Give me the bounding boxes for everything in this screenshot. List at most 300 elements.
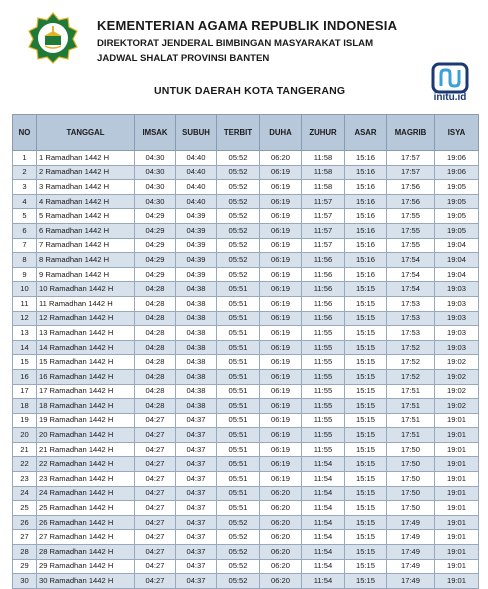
cell-duha: 06:19: [260, 413, 302, 428]
col-header-no: NO: [13, 115, 37, 151]
cell-tanggal: 1 Ramadhan 1442 H: [37, 151, 135, 166]
table-row: [13, 209, 479, 224]
cell-duha: 06:19: [260, 267, 302, 282]
cell-no: 13: [13, 326, 37, 341]
cell-magrib: 17:49: [387, 530, 435, 545]
cell-tanggal: 23 Ramadhan 1442 H: [37, 472, 135, 487]
cell-terbit: 05:51: [217, 311, 260, 326]
col-header-zuhur: ZUHUR: [302, 115, 345, 151]
cell-duha: 06:19: [260, 296, 302, 311]
cell-imsak: 04:27: [135, 413, 176, 428]
cell-tanggal: 21 Ramadhan 1442 H: [37, 442, 135, 457]
cell-subuh: 04:37: [176, 501, 217, 516]
table-row: [13, 223, 479, 238]
cell-asar: 15:15: [345, 530, 387, 545]
cell-no: 14: [13, 340, 37, 355]
col-header-terbit: TERBIT: [217, 115, 260, 151]
cell-asar: 15:16: [345, 165, 387, 180]
cell-subuh: 04:39: [176, 253, 217, 268]
cell-no: 21: [13, 442, 37, 457]
cell-duha: 06:20: [260, 574, 302, 589]
cell-zuhur: 11:55: [302, 384, 345, 399]
cell-subuh: 04:38: [176, 311, 217, 326]
cell-tanggal: 27 Ramadhan 1442 H: [37, 530, 135, 545]
cell-isya: 19:01: [435, 413, 479, 428]
cell-isya: 19:05: [435, 223, 479, 238]
cell-asar: 15:15: [345, 574, 387, 589]
cell-no: 10: [13, 282, 37, 297]
cell-isya: 19:04: [435, 253, 479, 268]
table-row: [13, 369, 479, 384]
cell-tanggal: 18 Ramadhan 1442 H: [37, 399, 135, 414]
cell-terbit: 05:52: [217, 530, 260, 545]
cell-tanggal: 24 Ramadhan 1442 H: [37, 486, 135, 501]
cell-tanggal: 29 Ramadhan 1442 H: [37, 559, 135, 574]
cell-subuh: 04:38: [176, 399, 217, 414]
cell-imsak: 04:27: [135, 559, 176, 574]
cell-subuh: 04:38: [176, 355, 217, 370]
cell-asar: 15:15: [345, 515, 387, 530]
cell-duha: 06:20: [260, 545, 302, 560]
cell-imsak: 04:27: [135, 442, 176, 457]
cell-imsak: 04:28: [135, 296, 176, 311]
cell-magrib: 17:54: [387, 253, 435, 268]
cell-zuhur: 11:55: [302, 442, 345, 457]
cell-zuhur: 11:57: [302, 223, 345, 238]
table-row: [13, 530, 479, 545]
cell-asar: 15:15: [345, 296, 387, 311]
col-header-imsak: IMSAK: [135, 115, 176, 151]
table-row: [13, 545, 479, 560]
cell-tanggal: 20 Ramadhan 1442 H: [37, 428, 135, 443]
cell-duha: 06:19: [260, 355, 302, 370]
cell-magrib: 17:52: [387, 340, 435, 355]
cell-duha: 06:19: [260, 340, 302, 355]
cell-no: 3: [13, 180, 37, 195]
cell-isya: 19:03: [435, 282, 479, 297]
table-row: [13, 296, 479, 311]
schedule-title: JADWAL SHALAT PROVINSI BANTEN: [97, 53, 270, 64]
cell-no: 27: [13, 530, 37, 545]
cell-tanggal: 30 Ramadhan 1442 H: [37, 574, 135, 589]
cell-subuh: 04:40: [176, 180, 217, 195]
cell-imsak: 04:28: [135, 340, 176, 355]
cell-no: 2: [13, 165, 37, 180]
cell-terbit: 05:52: [217, 267, 260, 282]
cell-terbit: 05:52: [217, 180, 260, 195]
cell-imsak: 04:27: [135, 457, 176, 472]
cell-asar: 15:15: [345, 282, 387, 297]
cell-imsak: 04:28: [135, 311, 176, 326]
cell-imsak: 04:27: [135, 574, 176, 589]
cell-no: 15: [13, 355, 37, 370]
cell-terbit: 05:52: [217, 559, 260, 574]
cell-subuh: 04:37: [176, 457, 217, 472]
cell-asar: 15:15: [345, 369, 387, 384]
cell-imsak: 04:27: [135, 472, 176, 487]
cell-terbit: 05:52: [217, 574, 260, 589]
cell-isya: 19:01: [435, 442, 479, 457]
cell-subuh: 04:37: [176, 545, 217, 560]
table-row: [13, 282, 479, 297]
cell-no: 30: [13, 574, 37, 589]
col-header-tanggal: TANGGAL: [37, 115, 135, 151]
cell-tanggal: 26 Ramadhan 1442 H: [37, 515, 135, 530]
cell-terbit: 05:51: [217, 472, 260, 487]
cell-no: 6: [13, 223, 37, 238]
cell-no: 16: [13, 369, 37, 384]
table-row: [13, 486, 479, 501]
cell-tanggal: 11 Ramadhan 1442 H: [37, 296, 135, 311]
cell-no: 12: [13, 311, 37, 326]
cell-isya: 19:06: [435, 165, 479, 180]
document-header: [0, 0, 488, 110]
cell-magrib: 17:50: [387, 472, 435, 487]
cell-isya: 19:02: [435, 384, 479, 399]
cell-tanggal: 8 Ramadhan 1442 H: [37, 253, 135, 268]
col-header-isya: ISYA: [435, 115, 479, 151]
cell-asar: 15:16: [345, 267, 387, 282]
cell-isya: 19:01: [435, 574, 479, 589]
cell-no: 8: [13, 253, 37, 268]
cell-imsak: 04:28: [135, 355, 176, 370]
cell-duha: 06:20: [260, 501, 302, 516]
cell-duha: 06:19: [260, 369, 302, 384]
cell-tanggal: 19 Ramadhan 1442 H: [37, 413, 135, 428]
cell-zuhur: 11:58: [302, 165, 345, 180]
cell-duha: 06:20: [260, 151, 302, 166]
cell-zuhur: 11:55: [302, 340, 345, 355]
cell-duha: 06:19: [260, 311, 302, 326]
col-header-duha: DUHA: [260, 115, 302, 151]
prayer-schedule-table: [12, 114, 479, 589]
cell-tanggal: 10 Ramadhan 1442 H: [37, 282, 135, 297]
cell-isya: 19:05: [435, 209, 479, 224]
cell-asar: 15:15: [345, 486, 387, 501]
cell-terbit: 05:51: [217, 296, 260, 311]
cell-zuhur: 11:55: [302, 355, 345, 370]
table-row: [13, 559, 479, 574]
table-row: [13, 515, 479, 530]
table-row: [13, 355, 479, 370]
cell-isya: 19:01: [435, 530, 479, 545]
cell-terbit: 05:52: [217, 165, 260, 180]
cell-duha: 06:20: [260, 559, 302, 574]
cell-asar: 15:15: [345, 545, 387, 560]
cell-duha: 06:19: [260, 457, 302, 472]
cell-isya: 19:05: [435, 194, 479, 209]
ministry-title: KEMENTERIAN AGAMA REPUBLIK INDONESIA: [97, 18, 398, 33]
cell-subuh: 04:37: [176, 574, 217, 589]
cell-magrib: 17:50: [387, 486, 435, 501]
table-row: [13, 399, 479, 414]
cell-tanggal: 22 Ramadhan 1442 H: [37, 457, 135, 472]
cell-zuhur: 11:54: [302, 559, 345, 574]
cell-magrib: 17:57: [387, 151, 435, 166]
cell-isya: 19:04: [435, 238, 479, 253]
cell-duha: 06:19: [260, 180, 302, 195]
cell-asar: 15:15: [345, 311, 387, 326]
cell-asar: 15:15: [345, 326, 387, 341]
cell-no: 18: [13, 399, 37, 414]
cell-imsak: 04:28: [135, 282, 176, 297]
cell-duha: 06:20: [260, 515, 302, 530]
cell-tanggal: 4 Ramadhan 1442 H: [37, 194, 135, 209]
cell-zuhur: 11:56: [302, 311, 345, 326]
cell-asar: 15:15: [345, 457, 387, 472]
cell-tanggal: 14 Ramadhan 1442 H: [37, 340, 135, 355]
cell-magrib: 17:51: [387, 399, 435, 414]
cell-subuh: 04:38: [176, 282, 217, 297]
cell-magrib: 17:52: [387, 369, 435, 384]
cell-terbit: 05:51: [217, 413, 260, 428]
cell-imsak: 04:27: [135, 501, 176, 516]
col-header-subuh: SUBUH: [176, 115, 217, 151]
cell-terbit: 05:52: [217, 545, 260, 560]
cell-zuhur: 11:56: [302, 253, 345, 268]
cell-no: 24: [13, 486, 37, 501]
table-row: [13, 428, 479, 443]
cell-imsak: 04:29: [135, 253, 176, 268]
cell-duha: 06:19: [260, 223, 302, 238]
cell-tanggal: 6 Ramadhan 1442 H: [37, 223, 135, 238]
cell-terbit: 05:52: [217, 194, 260, 209]
cell-magrib: 17:50: [387, 457, 435, 472]
cell-zuhur: 11:57: [302, 209, 345, 224]
cell-imsak: 04:30: [135, 194, 176, 209]
cell-isya: 19:06: [435, 151, 479, 166]
cell-subuh: 04:40: [176, 165, 217, 180]
table-row: [13, 457, 479, 472]
cell-asar: 15:16: [345, 209, 387, 224]
cell-tanggal: 25 Ramadhan 1442 H: [37, 501, 135, 516]
table-row: [13, 384, 479, 399]
cell-asar: 15:16: [345, 238, 387, 253]
cell-subuh: 04:37: [176, 559, 217, 574]
cell-isya: 19:01: [435, 472, 479, 487]
cell-terbit: 05:52: [217, 515, 260, 530]
cell-subuh: 04:39: [176, 209, 217, 224]
cell-imsak: 04:30: [135, 165, 176, 180]
cell-imsak: 04:27: [135, 428, 176, 443]
cell-duha: 06:19: [260, 194, 302, 209]
table-header-row: [13, 115, 479, 151]
cell-asar: 15:15: [345, 501, 387, 516]
table-body: [13, 151, 479, 589]
cell-duha: 06:19: [260, 442, 302, 457]
cell-asar: 15:16: [345, 151, 387, 166]
cell-imsak: 04:28: [135, 384, 176, 399]
cell-subuh: 04:40: [176, 151, 217, 166]
cell-zuhur: 11:55: [302, 413, 345, 428]
cell-isya: 19:03: [435, 296, 479, 311]
cell-asar: 15:15: [345, 340, 387, 355]
cell-duha: 06:19: [260, 238, 302, 253]
cell-subuh: 04:37: [176, 530, 217, 545]
cell-subuh: 04:38: [176, 369, 217, 384]
cell-duha: 06:20: [260, 486, 302, 501]
cell-zuhur: 11:58: [302, 151, 345, 166]
cell-zuhur: 11:54: [302, 574, 345, 589]
cell-asar: 15:15: [345, 413, 387, 428]
cell-magrib: 17:52: [387, 355, 435, 370]
cell-imsak: 04:27: [135, 486, 176, 501]
cell-isya: 19:03: [435, 326, 479, 341]
cell-subuh: 04:38: [176, 340, 217, 355]
cell-imsak: 04:27: [135, 530, 176, 545]
cell-magrib: 17:54: [387, 282, 435, 297]
cell-zuhur: 11:54: [302, 501, 345, 516]
cell-duha: 06:20: [260, 530, 302, 545]
table-row: [13, 253, 479, 268]
cell-isya: 19:04: [435, 267, 479, 282]
cell-zuhur: 11:57: [302, 194, 345, 209]
cell-isya: 19:01: [435, 559, 479, 574]
table-row: [13, 311, 479, 326]
cell-asar: 15:15: [345, 442, 387, 457]
cell-imsak: 04:28: [135, 399, 176, 414]
cell-magrib: 17:50: [387, 442, 435, 457]
cell-no: 22: [13, 457, 37, 472]
cell-terbit: 05:51: [217, 384, 260, 399]
col-header-magrib: MAGRIB: [387, 115, 435, 151]
cell-terbit: 05:51: [217, 501, 260, 516]
cell-imsak: 04:29: [135, 209, 176, 224]
cell-asar: 15:16: [345, 194, 387, 209]
cell-tanggal: 16 Ramadhan 1442 H: [37, 369, 135, 384]
cell-duha: 06:19: [260, 326, 302, 341]
cell-subuh: 04:37: [176, 472, 217, 487]
cell-asar: 15:16: [345, 223, 387, 238]
cell-isya: 19:01: [435, 428, 479, 443]
cell-magrib: 17:55: [387, 209, 435, 224]
cell-imsak: 04:27: [135, 545, 176, 560]
cell-duha: 06:19: [260, 165, 302, 180]
cell-zuhur: 11:55: [302, 399, 345, 414]
cell-no: 1: [13, 151, 37, 166]
cell-terbit: 05:51: [217, 282, 260, 297]
table-row: [13, 165, 479, 180]
table-row: [13, 574, 479, 589]
cell-magrib: 17:57: [387, 165, 435, 180]
cell-terbit: 05:52: [217, 253, 260, 268]
cell-terbit: 05:52: [217, 238, 260, 253]
cell-isya: 19:01: [435, 501, 479, 516]
cell-isya: 19:01: [435, 545, 479, 560]
cell-zuhur: 11:54: [302, 457, 345, 472]
cell-no: 7: [13, 238, 37, 253]
cell-terbit: 05:52: [217, 223, 260, 238]
cell-magrib: 17:51: [387, 413, 435, 428]
cell-zuhur: 11:55: [302, 326, 345, 341]
cell-magrib: 17:56: [387, 180, 435, 195]
table-row: [13, 151, 479, 166]
cell-tanggal: 17 Ramadhan 1442 H: [37, 384, 135, 399]
cell-terbit: 05:51: [217, 326, 260, 341]
cell-zuhur: 11:56: [302, 296, 345, 311]
cell-isya: 19:01: [435, 457, 479, 472]
cell-magrib: 17:55: [387, 223, 435, 238]
cell-terbit: 05:51: [217, 399, 260, 414]
cell-no: 20: [13, 428, 37, 443]
cell-subuh: 04:37: [176, 442, 217, 457]
table-row: [13, 340, 479, 355]
table-row: [13, 267, 479, 282]
cell-subuh: 04:37: [176, 413, 217, 428]
cell-terbit: 05:51: [217, 369, 260, 384]
cell-tanggal: 12 Ramadhan 1442 H: [37, 311, 135, 326]
directorate-title: DIREKTORAT JENDERAL BIMBINGAN MASYARAKAT ISLAM: [97, 38, 374, 49]
cell-asar: 15:15: [345, 428, 387, 443]
cell-duha: 06:19: [260, 384, 302, 399]
cell-magrib: 17:53: [387, 311, 435, 326]
cell-subuh: 04:39: [176, 223, 217, 238]
cell-tanggal: 28 Ramadhan 1442 H: [37, 545, 135, 560]
cell-tanggal: 15 Ramadhan 1442 H: [37, 355, 135, 370]
table-row: [13, 442, 479, 457]
cell-asar: 15:15: [345, 559, 387, 574]
cell-magrib: 17:49: [387, 545, 435, 560]
cell-no: 26: [13, 515, 37, 530]
cell-duha: 06:19: [260, 253, 302, 268]
cell-subuh: 04:37: [176, 428, 217, 443]
cell-tanggal: 3 Ramadhan 1442 H: [37, 180, 135, 195]
cell-no: 11: [13, 296, 37, 311]
cell-zuhur: 11:54: [302, 486, 345, 501]
cell-magrib: 17:51: [387, 428, 435, 443]
cell-no: 4: [13, 194, 37, 209]
cell-no: 29: [13, 559, 37, 574]
cell-terbit: 05:51: [217, 442, 260, 457]
cell-magrib: 17:49: [387, 515, 435, 530]
cell-terbit: 05:51: [217, 457, 260, 472]
cell-terbit: 05:52: [217, 151, 260, 166]
cell-magrib: 17:53: [387, 326, 435, 341]
cell-asar: 15:16: [345, 253, 387, 268]
kemenag-logo-icon: [27, 12, 79, 64]
cell-magrib: 17:49: [387, 559, 435, 574]
cell-duha: 06:19: [260, 472, 302, 487]
cell-asar: 15:15: [345, 399, 387, 414]
cell-zuhur: 11:58: [302, 180, 345, 195]
cell-no: 9: [13, 267, 37, 282]
cell-terbit: 05:52: [217, 209, 260, 224]
cell-subuh: 04:37: [176, 515, 217, 530]
cell-subuh: 04:37: [176, 486, 217, 501]
cell-isya: 19:02: [435, 355, 479, 370]
table-row: [13, 238, 479, 253]
region-title: UNTUK DAERAH KOTA TANGERANG: [154, 85, 346, 97]
cell-zuhur: 11:55: [302, 369, 345, 384]
cell-magrib: 17:53: [387, 296, 435, 311]
col-header-asar: ASAR: [345, 115, 387, 151]
cell-imsak: 04:30: [135, 151, 176, 166]
cell-magrib: 17:55: [387, 238, 435, 253]
table-row: [13, 501, 479, 516]
cell-terbit: 05:51: [217, 355, 260, 370]
cell-asar: 15:15: [345, 384, 387, 399]
cell-zuhur: 11:57: [302, 238, 345, 253]
cell-isya: 19:01: [435, 515, 479, 530]
cell-magrib: 17:54: [387, 267, 435, 282]
cell-tanggal: 5 Ramadhan 1442 H: [37, 209, 135, 224]
cell-terbit: 05:51: [217, 486, 260, 501]
cell-no: 5: [13, 209, 37, 224]
cell-duha: 06:19: [260, 282, 302, 297]
cell-isya: 19:02: [435, 399, 479, 414]
cell-imsak: 04:27: [135, 515, 176, 530]
cell-magrib: 17:50: [387, 501, 435, 516]
